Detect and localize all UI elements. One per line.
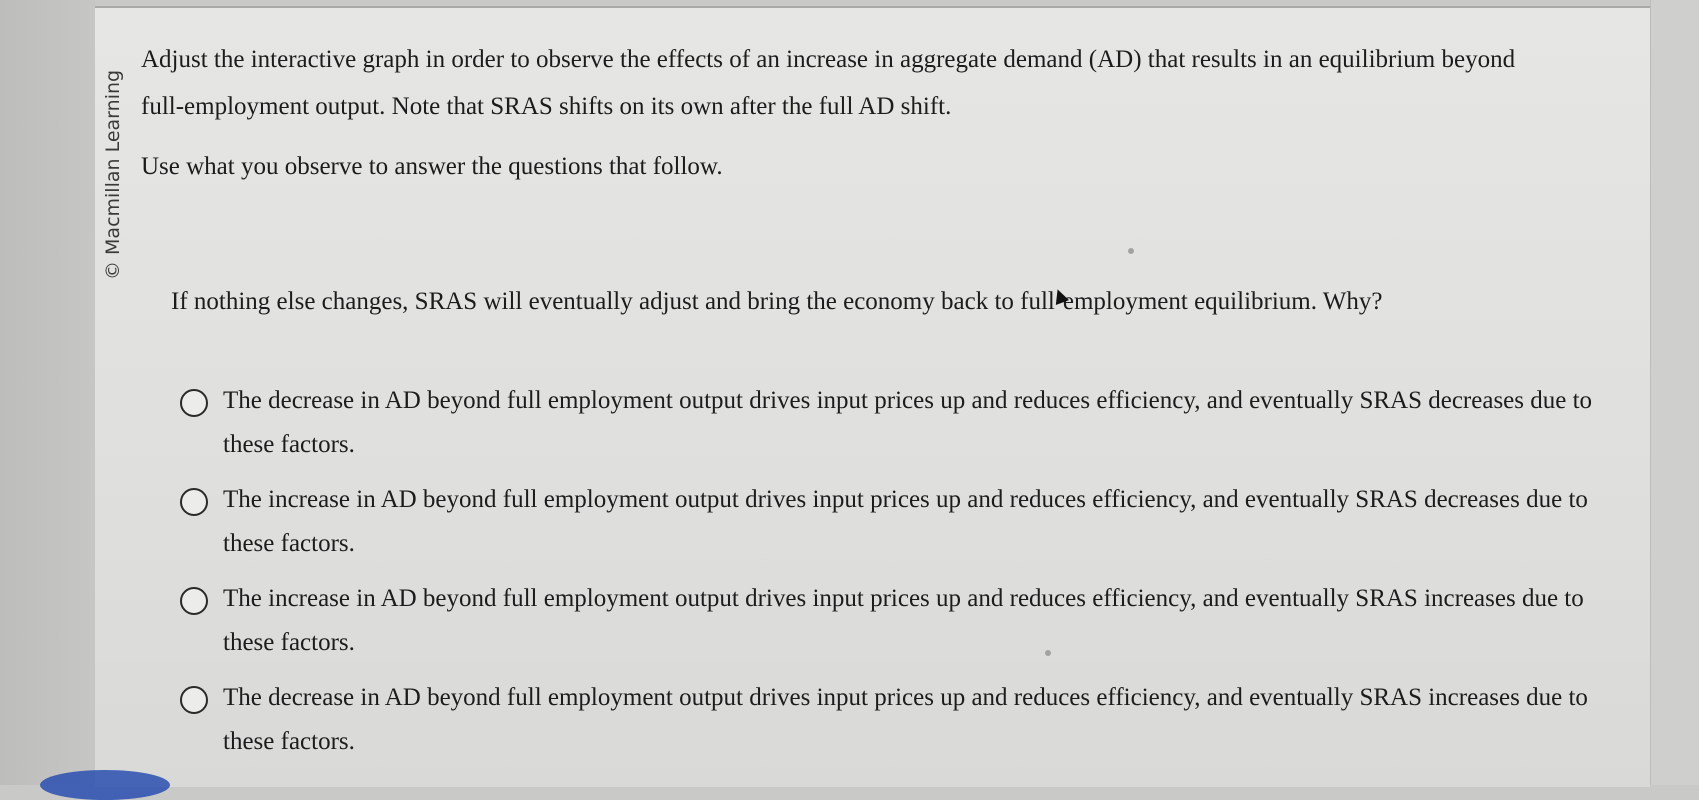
answer-option-label: The increase in AD beyond full employment output drives input prices up and reduces efficiency, and eventually SRAS increases due to these factors. (223, 585, 1584, 656)
screen-speck (1045, 650, 1051, 656)
screen-speck (1128, 248, 1134, 254)
left-margin (0, 0, 95, 785)
question-text-part2: employment equilibrium. Why? (1062, 288, 1383, 315)
answer-option-1[interactable] (180, 385, 1630, 467)
answer-option-2[interactable] (180, 484, 1630, 566)
radio-button-icon[interactable] (180, 389, 208, 417)
answer-option-label: The decrease in AD beyond full employment output drives input prices up and reduces efficiency, and eventually SRAS increases due to these factors. (223, 684, 1588, 755)
copyright-credit: © Macmillan Learning (102, 69, 124, 280)
answer-options (180, 385, 1630, 781)
instructions-text: Adjust the interactive graph in order to observe the effects of an increase in aggregate demand (AD) that results in an equilibrium beyond full-employment output. Note that SRAS shifts on its own after the full AD shift. (141, 46, 1516, 120)
radio-button-icon[interactable] (180, 587, 208, 615)
panel-right-edge (1650, 0, 1699, 785)
instructions (141, 36, 1561, 190)
answer-option-3[interactable] (180, 583, 1630, 665)
answer-option-4[interactable] (180, 682, 1630, 764)
radio-button-icon[interactable] (180, 488, 208, 516)
answer-option-label: The decrease in AD beyond full employment output drives input prices up and reduces efficiency, and eventually SRAS decreases due to these factors. (223, 387, 1593, 458)
instructions-followup: Use what you observe to answer the questions that follow. (141, 153, 723, 180)
taskbar-glow (40, 770, 170, 800)
answer-option-label: The increase in AD beyond full employment output drives input prices up and reduces efficiency, and eventually SRAS decreases due to these factors. (223, 486, 1588, 557)
question-prompt (171, 285, 1591, 319)
question-text-part1: If nothing else changes, SRAS will eventually adjust and bring the economy back to full (171, 288, 1055, 315)
radio-button-icon[interactable] (180, 686, 208, 714)
